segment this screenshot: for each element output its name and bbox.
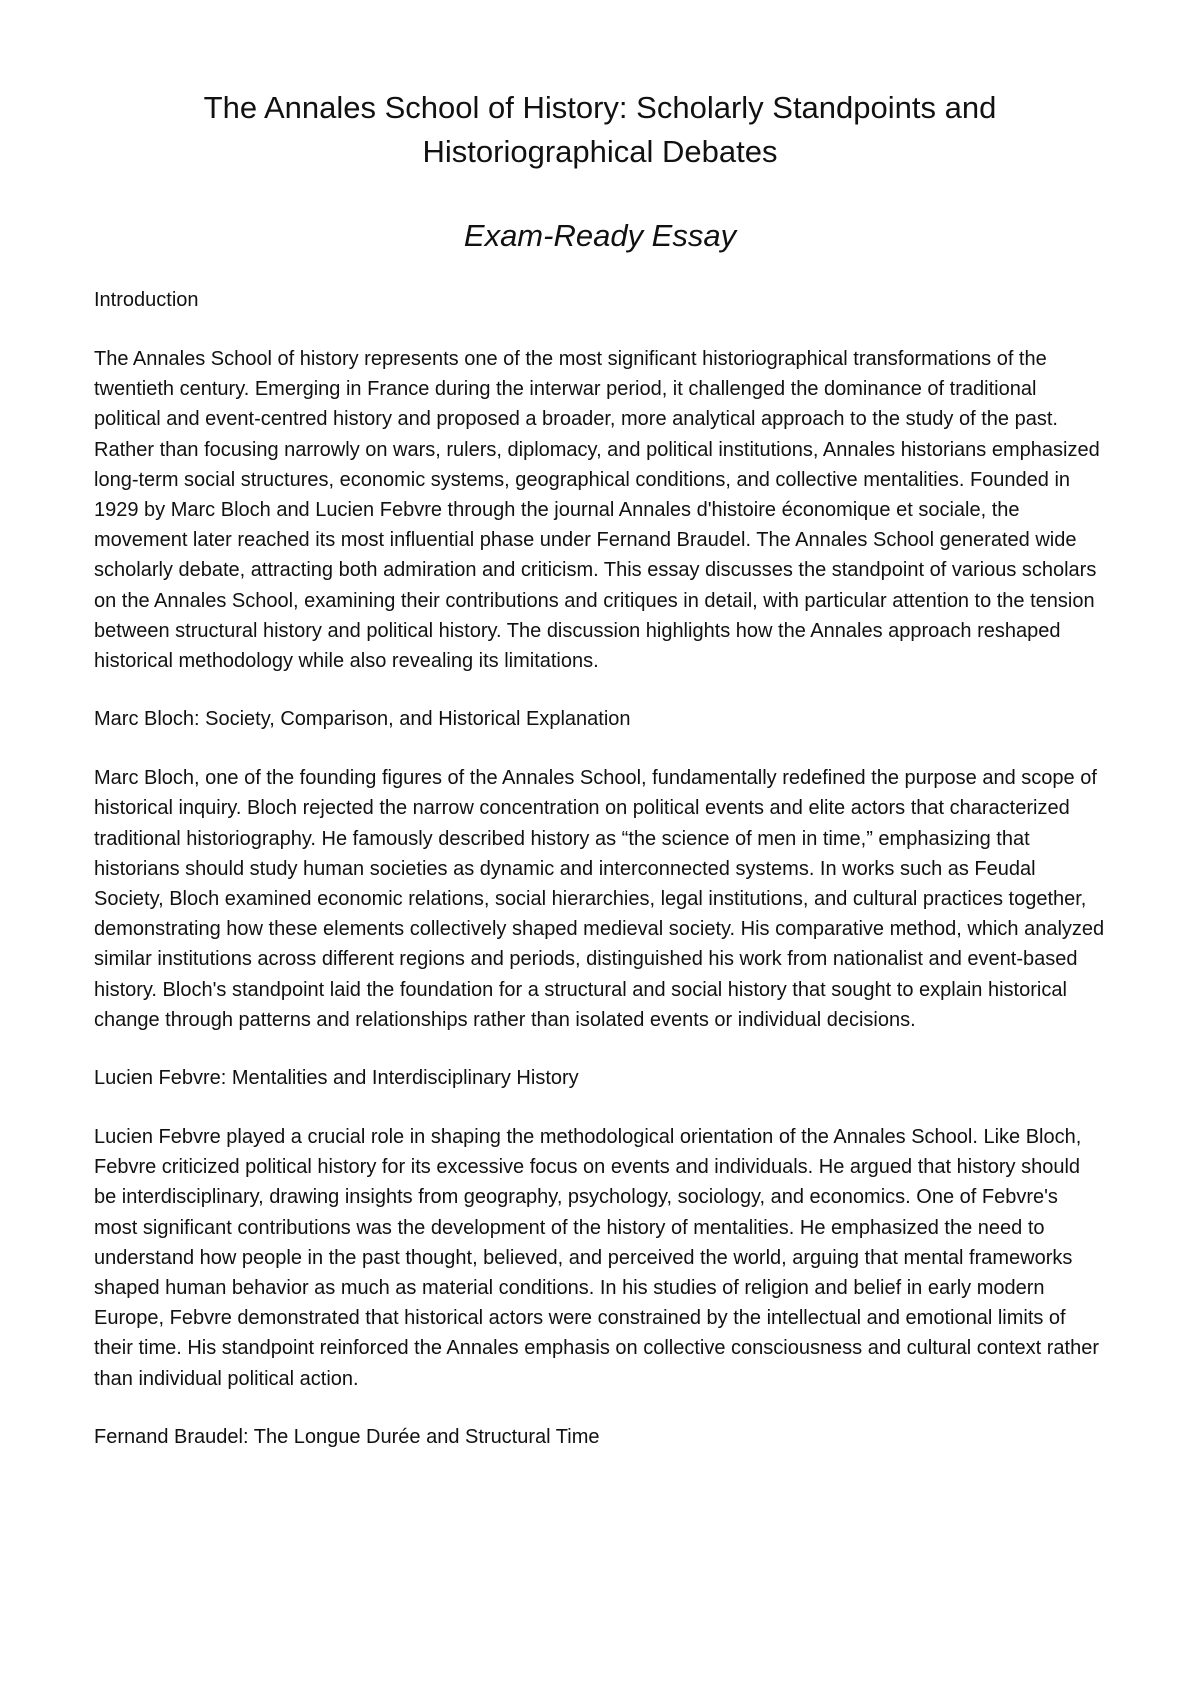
section-fernand-braudel bbox=[94, 1423, 1106, 1452]
section-heading: Introduction bbox=[94, 289, 199, 311]
spacer bbox=[94, 256, 1106, 286]
section-paragraph: The Annales School of history represents one of the most significant historiographical transformations of the twentieth century. Emerging in France during the interwar period, it challenged the dominance of traditional political and event-centred history and proposed a broader, more analytical approach to the study of the past. Rather than focusing narrowly on wars, rulers, diplomacy, and political institutions, Annales historians emphasized long-term social structures, economic systems, geographical conditions, and collective mentalities. Founded in 1929 by Marc Bloch and Lucien Febvre through the journal Annales d'histoire économique et sociale, the movement later reached its most influential phase under Fernand Braudel. The Annales School generated wide scholarly debate, attracting both admiration and criticism. This essay discusses the standpoint of various scholars on the Annales School, examining their contributions and critiques in detail, with particular attention to the tension between structural history and political history. The discussion highlights how the Annales approach reshaped historical methodology while also revealing its limitations. bbox=[94, 348, 1100, 673]
spacer bbox=[94, 1394, 1106, 1423]
section-lucien-febvre bbox=[94, 1064, 1106, 1394]
spacer bbox=[94, 315, 1106, 344]
spacer bbox=[94, 1093, 1106, 1122]
document-subtitle: Exam-Ready Essay bbox=[463, 218, 737, 253]
section-heading: Marc Bloch: Society, Comparison, and Historical Explanation bbox=[94, 708, 631, 731]
section-paragraph: Marc Bloch, one of the founding figures of the Annales School, fundamentally redefined the purpose and scope of historical inquiry. Bloch rejected the narrow concentration on political events and elite actors that characterized traditional historiography. He famously described history as “the science of men in time,” emphasizing that historians should study human societies as dynamic and interconnected systems. In works such as Feudal Society, Bloch examined economic relations, social hierarchies, legal institutions, and cultural practices together, demonstrating how these elements collectively shaped medieval society. His comparative method, which analyzed similar institutions across different regions and periods, distinguished his work from nationalist and event-based history. Bloch's standpoint laid the foundation for a structural and social history that sought to explain historical change through patterns and relationships rather than isolated events or individual decisions. bbox=[94, 767, 1105, 1031]
section-paragraph: Lucien Febvre played a crucial role in shaping the methodological orientation of the Annales School. Like Bloch, Febvre criticized political history for its excessive focus on events and individuals. He argued that history should be interdisciplinary, drawing insights from geography, psychology, sociology, and economics. One of Febvre's most significant contributions was the development of the history of mentalities. He emphasized the need to understand how people in the past thought, believed, and perceived the world, arguing that mental frameworks shaped human behavior as much as material conditions. In his studies of religion and belief in early modern Europe, Febvre demonstrated that historical actors were constrained by the intellectual and emotional limits of their time. His standpoint reinforced the Annales emphasis on collective consciousness and cultural context rather than individual political action. bbox=[94, 1126, 1099, 1390]
section-heading: Lucien Febvre: Mentalities and Interdisciplinary History bbox=[94, 1067, 579, 1090]
spacer bbox=[94, 676, 1106, 705]
spacer bbox=[94, 734, 1106, 763]
section-introduction bbox=[94, 286, 1106, 676]
document-title: The Annales School of History: Scholarly Standpoints and Historiographical Debates bbox=[203, 90, 997, 169]
spacer bbox=[94, 1035, 1106, 1064]
section-heading: Fernand Braudel: The Longue Durée and Structural Time bbox=[94, 1425, 600, 1448]
section-marc-bloch bbox=[94, 705, 1106, 1035]
